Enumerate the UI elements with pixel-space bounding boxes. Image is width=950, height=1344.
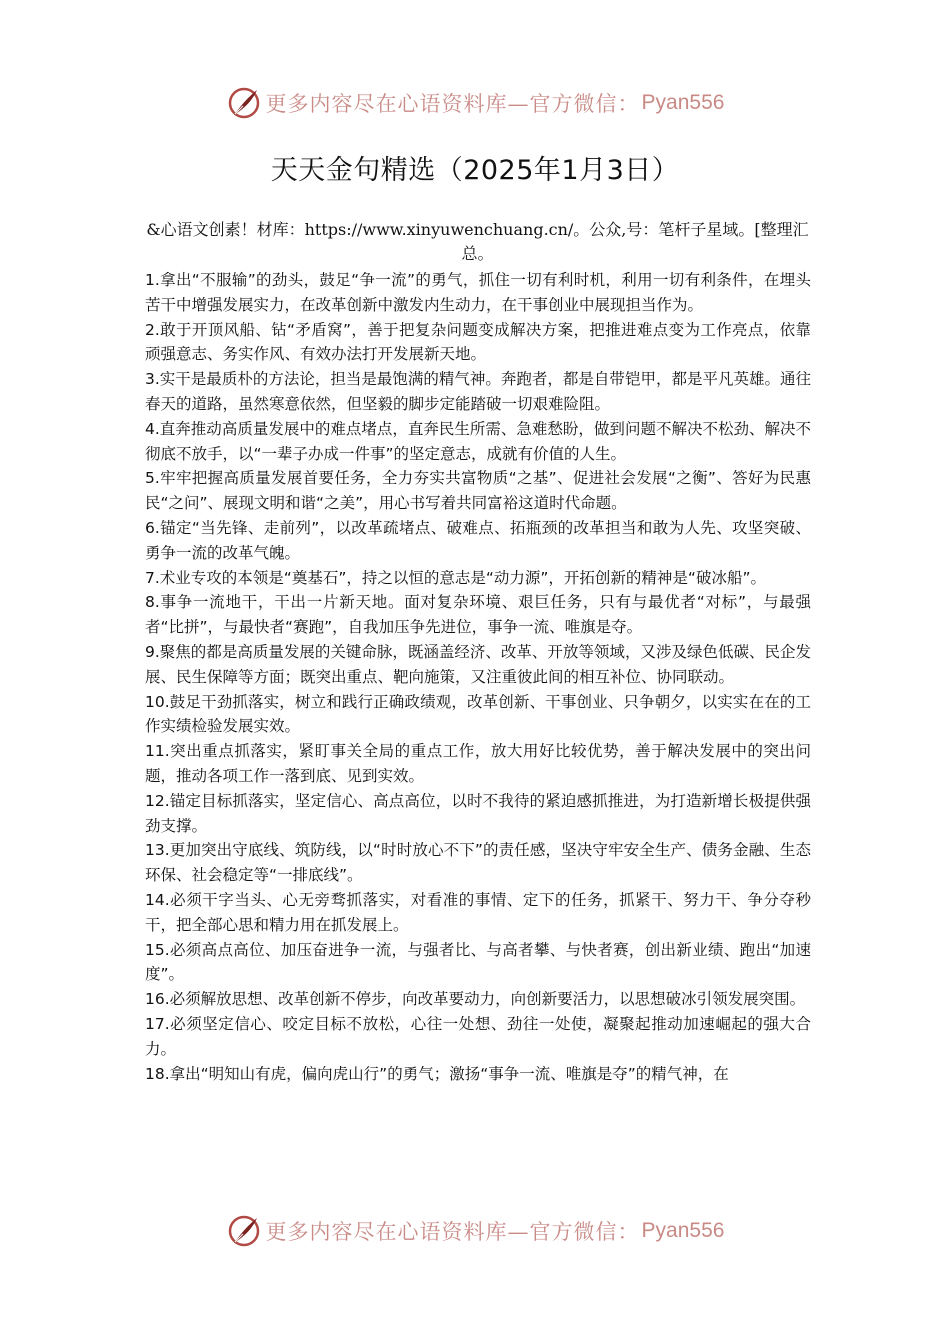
header-watermark-banner bbox=[0, 78, 950, 128]
list-item: 14.必须干字当头、心无旁骛抓落实，对看准的事情、定下的任务，抓紧干、努力干、争分夺秒干，把全部心思和精力用在抓发展上。 bbox=[145, 890, 811, 934]
banner-wechat-id: Pyan556 bbox=[641, 1219, 725, 1242]
list-item: 6.锚定“当先锋、走前列”，以改革疏堵点、破难点、拓瓶颈的改革担当和敢为人先、攻坚突破、勇争一流的改革气魄。 bbox=[145, 518, 811, 562]
list-item: 2.敢于开顶风船、钻“矛盾窝”，善于把复杂问题变成解决方案，把推进难点变为工作亮点，依靠顽强意志、务实作风、有效办法打开发展新天地。 bbox=[145, 320, 811, 364]
list-item: 15.必须高点高位、加压奋进争一流，与强者比、与高者攀、与快者赛，创出新业绩、跑出“加速度”。 bbox=[145, 940, 811, 984]
list-item: 7.术业专攻的本领是“奠基石”，持之以恒的意志是“动力源”，开拓创新的精神是“破冰船”。 bbox=[145, 568, 766, 587]
list-item: 11.突出重点抓落实，紧盯事关全局的重点工作，放大用好比较优势，善于解决发展中的突出问题，推动各项工作一落到底、见到实效。 bbox=[145, 742, 811, 785]
list-item: 8.事争一流地干，干出一片新天地。面对复杂环境、艰巨任务，只有与最优者“对标”，与最强者“比拼”，与最快者“赛跑”，自我加压争先进位，事争一流、唯旗是夺。 bbox=[145, 593, 811, 637]
list-item: 4.直奔推动高质量发展中的难点堵点，直奔民生所需、急难愁盼，做到问题不解决不松劲、解决不彻底不放手，以“一辈子办成一件事”的坚定意志，成就有价值的人生。 bbox=[145, 419, 811, 463]
list-item: 9.聚焦的都是高质量发展的关键命脉，既涵盖经济、改革、开放等领域，又涉及绿色低碳、民企发展、民生保障等方面；既突出重点、靶向施策，又注重彼此间的相互补位、协同联动。 bbox=[145, 642, 811, 686]
banner-text: 更多内容尽在心语资料库—官方微信： bbox=[265, 1220, 640, 1244]
banner-wechat-id: Pyan556 bbox=[641, 91, 725, 114]
banner-text: 更多内容尽在心语资料库—官方微信： bbox=[265, 92, 640, 116]
list-item: 10.鼓足干劲抓落实，树立和践行正确政绩观，改革创新、干事创业、只争朝夕，以实实在在的工作实绩检验发展实效。 bbox=[145, 692, 811, 736]
quill-pen-icon bbox=[226, 85, 262, 121]
list-item: 16.必须解放思想、改革创新不停步，向改革要动力，向创新要活力，以思想破冰引领发展突围。 bbox=[145, 990, 806, 1009]
list-item: 12.锚定目标抓落实，坚定信心、高点高位，以时不我待的紧迫感抓推进，为打造新增长极提供强劲支撑。 bbox=[145, 791, 811, 835]
list-item: 18.拿出“明知山有虎，偏向虎山行”的勇气；激扬“事争一流、唯旗是夺”的精气神，在 bbox=[145, 1064, 729, 1083]
list-item: 3.实干是最质朴的方法论，担当是最饱满的精气神。奔跑者，都是自带铠甲，都是平凡英雄。通往春天的道路，虽然寒意依然，但坚毅的脚步定能踏破一切艰难险阻。 bbox=[145, 370, 811, 413]
footer-watermark-banner bbox=[0, 1206, 950, 1256]
source-note: &心语文创素！材库：https://www.xinyuwenchuang.cn/。公众,号：笔杆子星域。[整理汇总。 bbox=[146, 220, 809, 263]
page-title: 天天金句精选（2025年1月3日） bbox=[270, 155, 680, 186]
list-item: 17.必须坚定信心、咬定目标不放松，心往一处想、劲往一处使，凝聚起推动加速崛起的强大合力。 bbox=[145, 1014, 811, 1058]
list-item: 13.更加突出守底线、筑防线，以“时时放心不下”的责任感，坚决守牢安全生产、债务金融、生态环保、社会稳定等“一排底线”。 bbox=[145, 841, 811, 885]
quill-pen-icon bbox=[226, 1213, 262, 1249]
list-item: 1.拿出“不服输”的劲头，鼓足“争一流”的勇气，抓住一切有利时机，利用一切有利条件，在埋头苦干中增强发展实力，在改革创新中激发内生动力，在干事创业中展现担当作为。 bbox=[145, 271, 811, 314]
quote-list bbox=[145, 268, 811, 1086]
list-item: 5.牢牢把握高质量发展首要任务，全力夯实共富物质“之基”、促进社会发展“之衡”、答好为民惠民“之问”、展现文明和谐“之美”，用心书写着共同富裕这道时代命题。 bbox=[145, 469, 811, 513]
